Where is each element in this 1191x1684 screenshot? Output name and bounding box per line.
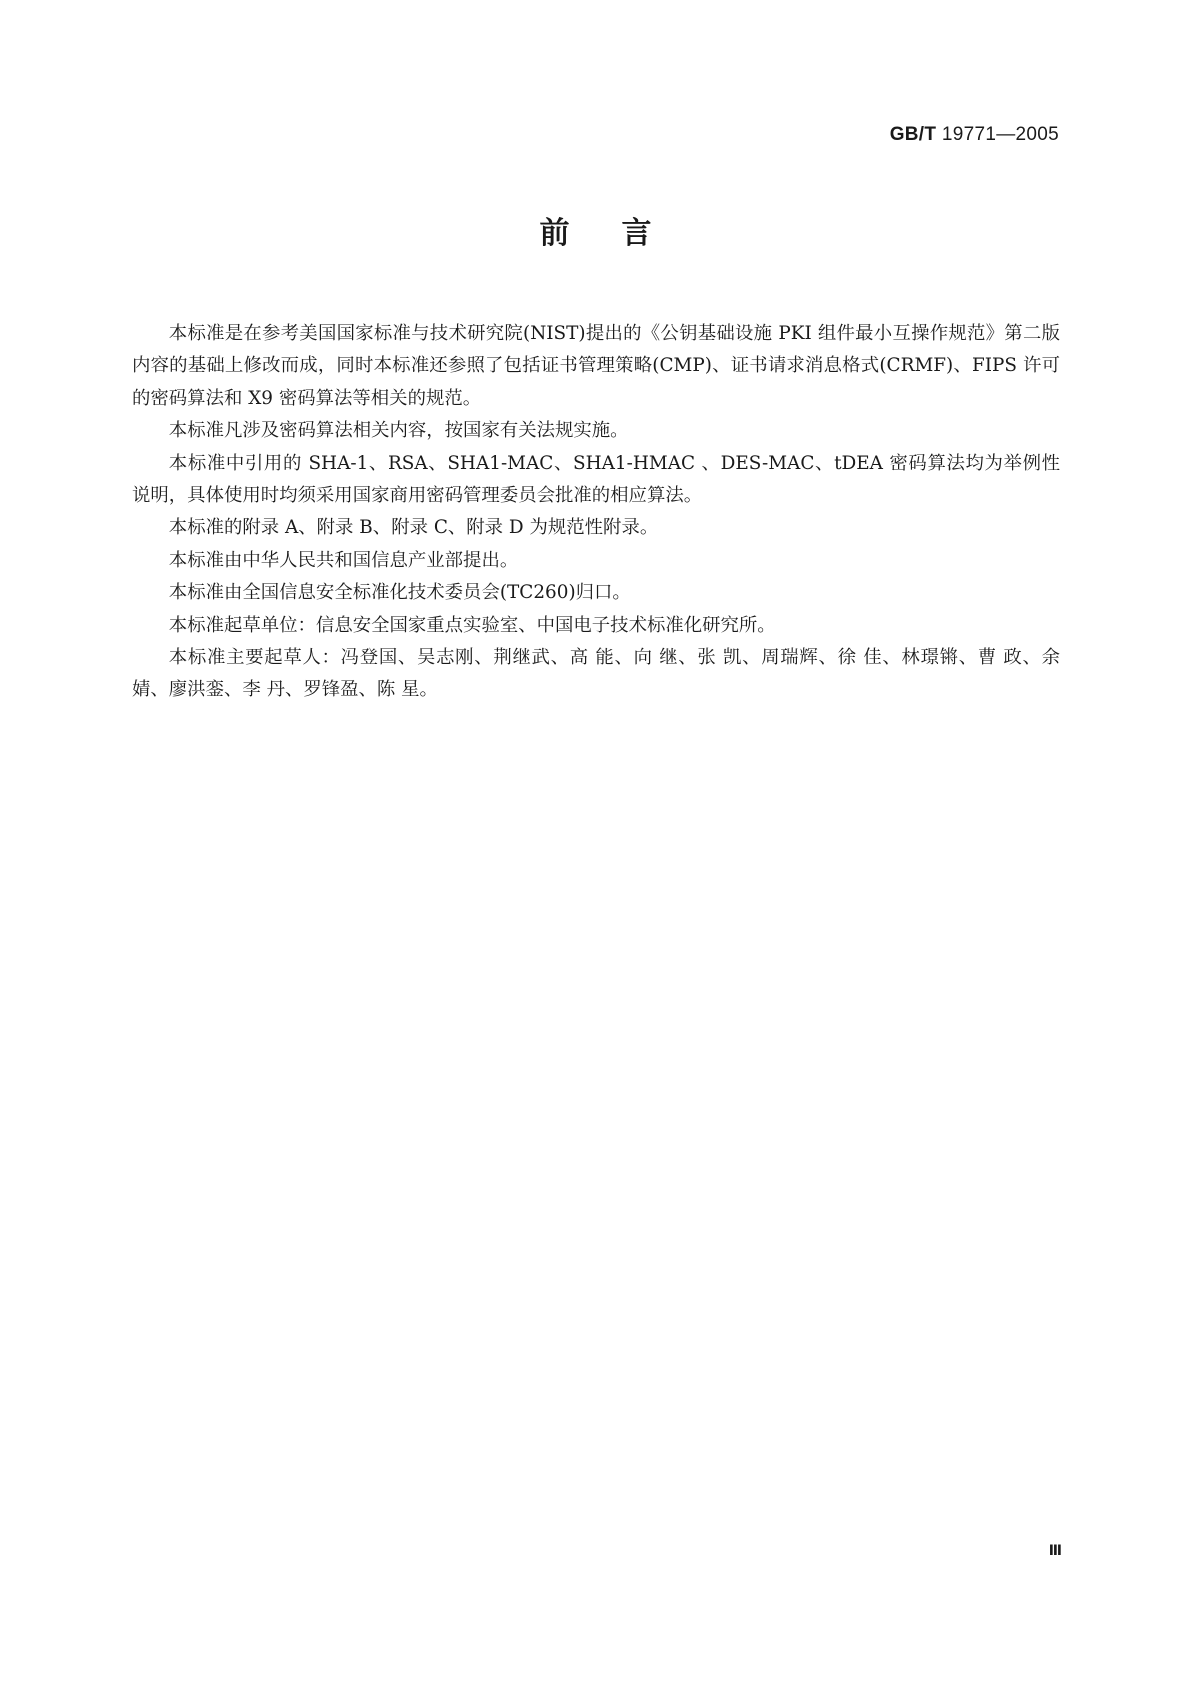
standard-code: 19771—2005 <box>941 124 1059 145</box>
paragraph-crypto-regulation: 本标准凡涉及密码算法相关内容，按国家有关法规实施。 <box>168 420 629 442</box>
page-number: Ⅲ <box>1048 1543 1061 1559</box>
paragraph-reference-basis: 本标准是在参考美国国家标准与技术研究院(NIST)提出的《公钥基础设施 PKI 组件最小互操作规范》第二版内容的基础上修改而成，同时本标准还参照了包括证书管理策略(CMP)、证书请求消息格式(CRMF)、FIPS 许可的密码算法和 X9 密码算法等相关的规范。 <box>132 323 1060 409</box>
paragraph-drafters: 本标准主要起草人：冯登国、吴志刚、荆继武、高 能、向 继、张 凯、周瑞辉、徐 佳、林璟锵、曹 政、余婧、廖洪銮、李 丹、罗锋盈、陈 星。 <box>132 647 1060 701</box>
page-title: 前言 <box>539 216 704 251</box>
standard-prefix: GB/T <box>889 124 937 145</box>
paragraph-drafting-units: 本标准起草单位：信息安全国家重点实验室、中国电子技术标准化研究所。 <box>168 614 776 636</box>
paragraph-algorithm-examples: 本标准中引用的 SHA-1、RSA、SHA1-MAC、SHA1-HMAC 、DES-MAC、tDEA 密码算法均为举例性说明，具体使用时均须采用国家商用密码管理委员会批准的相应算法。 <box>132 452 1060 507</box>
standard-number <box>890 124 1059 146</box>
paragraph-appendices: 本标准的附录 A、附录 B、附录 C、附录 D 为规范性附录。 <box>168 517 659 539</box>
foreword-body <box>132 318 1060 707</box>
paragraph-technical-committee: 本标准由全国信息安全标准化技术委员会(TC260)归口。 <box>168 582 631 604</box>
paragraph-proposer: 本标准由中华人民共和国信息产业部提出。 <box>168 549 519 571</box>
